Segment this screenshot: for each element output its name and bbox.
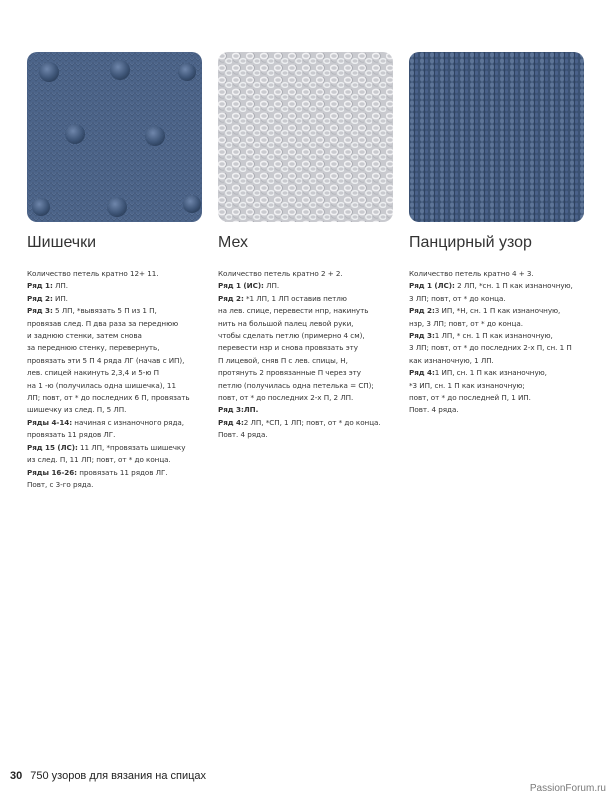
instruction-line <box>218 305 381 317</box>
instruction-line <box>218 342 381 354</box>
instruction-text: шишечку из след. П, 5 ЛП. <box>27 405 127 415</box>
instruction-line <box>27 429 190 441</box>
instruction-text: ЛП. <box>263 281 280 291</box>
instruction-text: Повт, с 3-го ряда. <box>27 479 94 489</box>
instruction-text: *1 ЛП, 1 ЛП оставив петлю <box>243 293 347 303</box>
pattern-title-ribbed: Панцирный узор <box>409 234 532 251</box>
instruction-text: петлю (получилась одна петелька = СП); <box>218 380 374 390</box>
instruction-line <box>27 330 190 342</box>
instruction-text: Количество петель кратно 12+ 11. <box>27 269 159 278</box>
instruction-line <box>27 305 190 317</box>
instruction-text: провязав след. П два раза за переднюю <box>27 318 179 328</box>
instruction-text: ЛП. <box>52 281 68 291</box>
instruction-line <box>409 367 573 379</box>
instruction-line <box>218 280 381 292</box>
instruction-text: начиная с изнаночного ряда, <box>72 417 184 427</box>
instruction-line <box>27 417 190 429</box>
instruction-line <box>409 355 573 367</box>
instructions-fur <box>218 268 381 442</box>
instruction-line <box>27 404 190 416</box>
row-label: Ряды 16-26: <box>27 467 78 477</box>
instructions-bobbles <box>27 268 190 491</box>
instruction-line <box>27 355 190 367</box>
instruction-line <box>409 392 573 404</box>
instruction-text: протянуть 2 провязанные П через эту <box>218 368 361 378</box>
instruction-text: как изнаночную, 1 ЛП. <box>409 355 494 365</box>
watermark: PassionForum.ru <box>529 783 606 794</box>
instruction-line <box>27 442 190 454</box>
row-label: Ряд 3: <box>27 306 53 316</box>
row-label: Ряд 2: <box>218 293 244 303</box>
instruction-line <box>27 380 190 392</box>
instruction-line <box>27 392 190 404</box>
instruction-text: П лицевой, сняв П с лев. спицы, Н, <box>218 355 348 365</box>
instruction-text: 2 ЛП, *сн. 1 П как изнаночную, <box>454 281 573 291</box>
instruction-line <box>218 293 381 305</box>
instruction-line <box>27 454 190 466</box>
instruction-text: нить на большой палец левой руки, <box>218 318 354 328</box>
instruction-line <box>218 404 381 416</box>
instruction-text: 1 ЛП, * сн. 1 П как изнаночную, <box>434 331 553 341</box>
instruction-text: на лев. спице, перевести нпр, накинуть <box>218 306 369 316</box>
instruction-text: 11 ЛП, *провязать шишечку <box>77 442 186 452</box>
instruction-text: провязать 11 рядов ЛГ. <box>27 430 116 440</box>
ribbed-knit-texture <box>409 52 584 222</box>
instruction-text: Повт. 4 ряда. <box>409 405 459 415</box>
instruction-text: за переднюю стенку, перевернуть, <box>27 343 160 353</box>
row-label: Ряд 1 (ЛС): <box>409 281 455 291</box>
row-label: Ряд 3:ЛП. <box>218 405 259 415</box>
page-footer <box>10 770 206 782</box>
fur-swatch-image <box>218 52 393 222</box>
instruction-line <box>409 330 573 342</box>
instruction-text: 3 ЛП; повт, от * до конца. <box>409 293 506 303</box>
instruction-text: ИП. <box>52 293 68 303</box>
instruction-line <box>218 318 381 330</box>
instruction-line <box>409 305 573 317</box>
book-title: 750 узоров для вязания на спицах <box>30 770 207 782</box>
instruction-line <box>218 330 381 342</box>
row-label: Ряд 4: <box>409 368 435 378</box>
row-label: Ряд 3: <box>409 331 435 341</box>
instruction-text: перевести нзр и снова провязать эту <box>218 343 358 353</box>
row-label: Ряды 4-14: <box>27 417 73 427</box>
instruction-text: повт, от * до последней П, 1 ИП. <box>409 393 531 403</box>
instruction-text: лев. спицей накинуть 2,3,4 и 5-ю П <box>27 368 159 378</box>
instruction-text: и заднюю стенки, затем снова <box>27 331 142 341</box>
instruction-line <box>409 268 573 280</box>
instruction-line <box>218 367 381 379</box>
loop-fur-texture <box>218 52 393 222</box>
row-label: Ряд 2: <box>27 293 53 303</box>
instruction-line <box>218 268 381 280</box>
instruction-line <box>27 367 190 379</box>
instruction-line <box>218 417 381 429</box>
instruction-line <box>27 293 190 305</box>
instruction-text: провязать 11 рядов ЛГ. <box>77 467 168 477</box>
instructions-ribbed <box>409 268 573 417</box>
instruction-line <box>409 404 573 416</box>
bobble-knit-texture <box>27 52 202 222</box>
ribbed-swatch-image <box>409 52 584 222</box>
instruction-line <box>409 318 573 330</box>
instruction-line <box>218 392 381 404</box>
instruction-text: ЛП; повт, от * до последних 6 П, провязать <box>27 393 190 403</box>
instruction-line <box>27 467 190 479</box>
page-number: 30 <box>10 770 23 782</box>
instruction-text: Количество петель кратно 2 + 2. <box>218 269 343 278</box>
instruction-text: 5 ЛП, *вывязать 5 П из 1 П, <box>52 306 157 316</box>
instruction-text: 3 ЛП; повт, от * до последних 2-х П, сн. 1 П <box>409 343 572 353</box>
instruction-line <box>218 380 381 392</box>
bobble-swatch-image <box>27 52 202 222</box>
instruction-line <box>218 429 381 441</box>
instruction-text: чтобы сделать петлю (примерно 4 см), <box>218 331 365 341</box>
instruction-text: на 1 -ю (получилась одна шишечка), 11 <box>27 380 176 390</box>
instruction-text: 2 ЛП, *СП, 1 ЛП; повт, от * до конца. <box>243 417 381 427</box>
instruction-line <box>27 479 190 491</box>
row-label: Ряд 15 (ЛС): <box>27 442 78 452</box>
row-label: Ряд 1 (ИС): <box>218 281 264 291</box>
instruction-text: Повт. 4 ряда. <box>218 430 268 440</box>
row-label: Ряд 4: <box>218 417 244 427</box>
instruction-line <box>27 268 190 280</box>
instruction-text: 1 ИП, сн. 1 П как изнаночную, <box>434 368 547 378</box>
pattern-title-fur: Мех <box>218 234 249 251</box>
pattern-title-bobbles: Шишечки <box>27 234 97 251</box>
instruction-text: нзр, 3 ЛП; повт, от * до конца. <box>409 318 523 328</box>
row-label: Ряд 1: <box>27 281 53 291</box>
row-label: Ряд 2: <box>409 306 435 316</box>
instruction-text: 3 ИП, *Н, сн. 1 П как изнаночную, <box>434 306 561 316</box>
instruction-text: повт, от * до последних 2-х П, 2 ЛП. <box>218 393 354 403</box>
instruction-line <box>218 355 381 367</box>
instruction-line <box>409 293 573 305</box>
instruction-line <box>27 318 190 330</box>
instruction-line <box>27 342 190 354</box>
instruction-line <box>409 342 573 354</box>
instruction-text: провязать эти 5 П 4 ряда ЛГ (начав с ИП), <box>27 355 185 365</box>
instruction-text: из след. П, 11 ЛП; повт, от * до конца. <box>27 455 171 465</box>
instruction-line <box>409 380 573 392</box>
instruction-line <box>409 280 573 292</box>
instruction-text: *3 ИП, сн. 1 П как изнаночную; <box>409 380 525 390</box>
instruction-line <box>27 280 190 292</box>
instruction-text: Количество петель кратно 4 + 3. <box>409 269 534 278</box>
